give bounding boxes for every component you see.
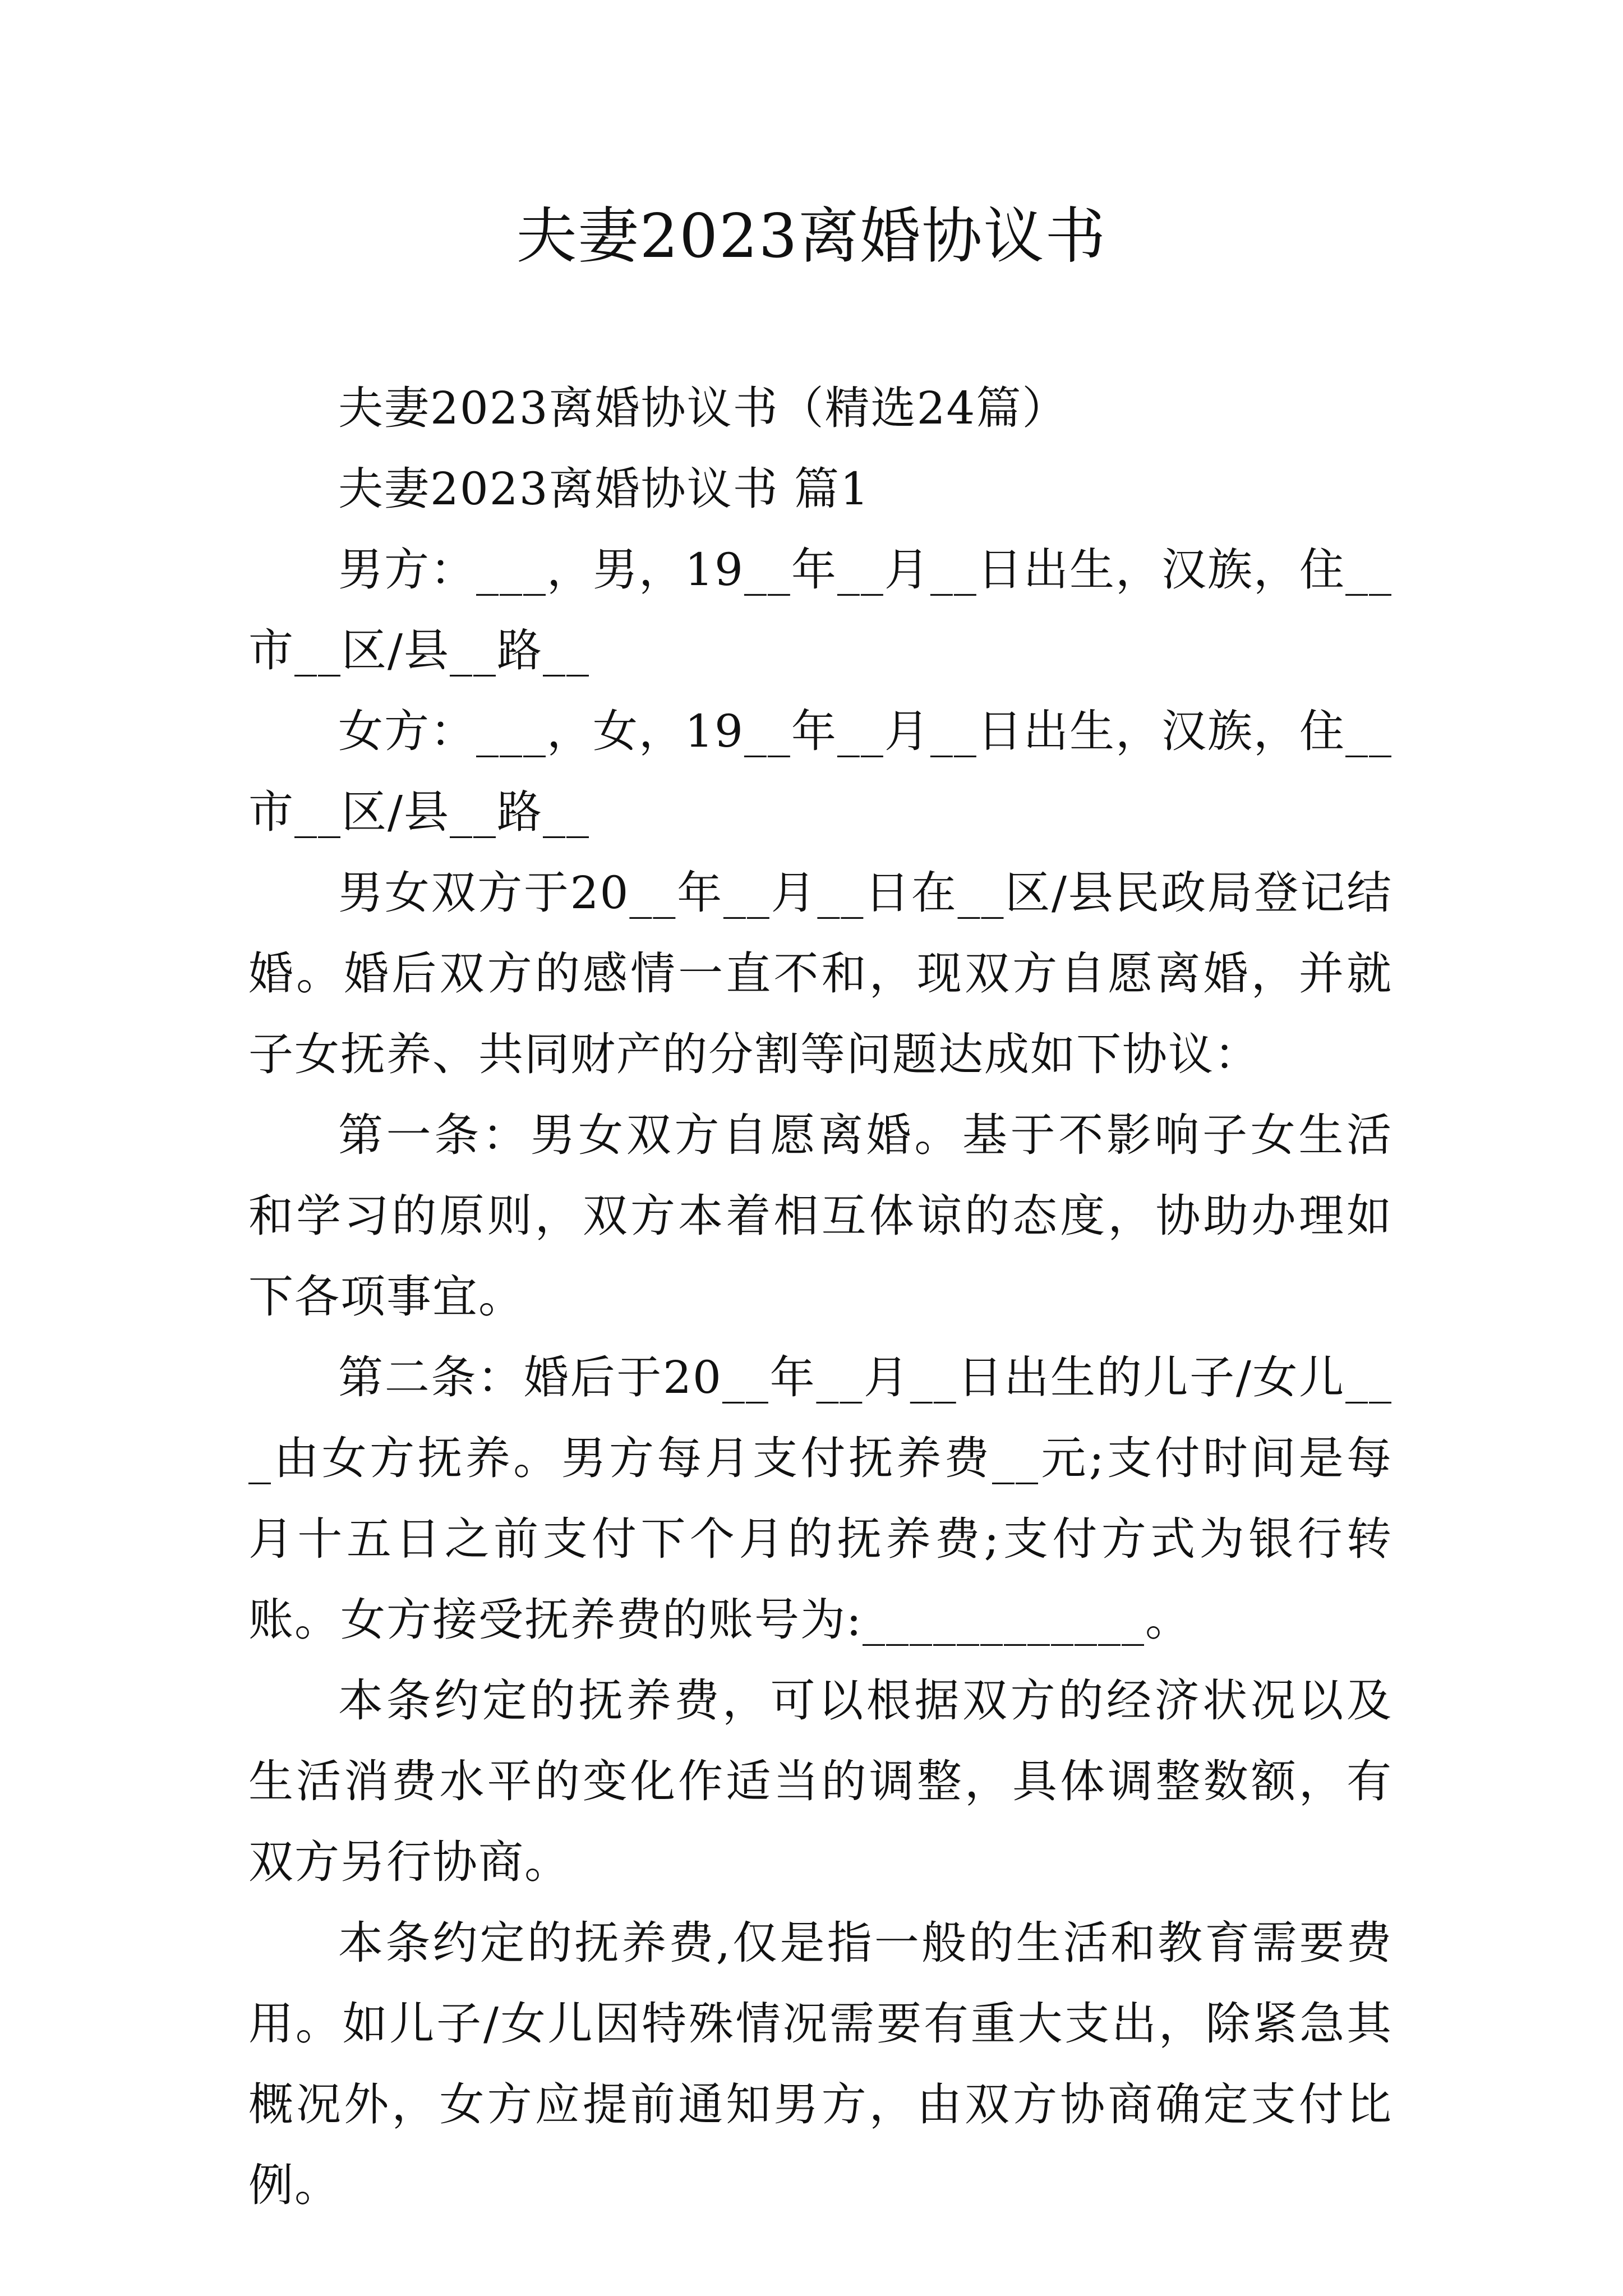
paragraph-support-adjustment: 本条约定的抚养费，可以根据双方的经济状况以及生活消费水平的变化作适当的调整，具体调整数额，有双方另行协商。 — [248, 1674, 1393, 1888]
document-title: 夫妻2023离婚协议书 — [516, 201, 1107, 272]
paragraph-article-1: 第一条：男女双方自愿离婚。基于不影响子女生活和学习的原则，双方本着相互体谅的态度，协助办理如下各项事宜。 — [248, 1109, 1393, 1323]
paragraph-article-2: 第二条：婚后于20__年__月__日出生的儿子/女儿___由女方抚养。男方每月支付抚养费__元;支付时间是每月十五日之前支付下个月的抚养费;支付方式为银行转账。女方接受抚养费的账号为:____________。 — [248, 1351, 1393, 1646]
paragraph-subtitle: 夫妻2023离婚协议书（精选24篇） — [338, 382, 1068, 434]
paragraph-marriage-info: 男女双方于20__年__月__日在__区/县民政局登记结婚。婚后双方的感情一直不和，现双方自愿离婚，并就子女抚养、共同财产的分割等问题达成如下协议： — [248, 867, 1393, 1080]
paragraph-male-party: 男方：___，男，19__年__月__日出生，汉族，住__市__区/县__路__ — [248, 544, 1393, 677]
paragraph-support-scope: 本条约定的抚养费,仅是指一般的生活和教育需要费用。如儿子/女儿因特殊情况需要有重大支出，除紧急其概况外，女方应提前通知男方，由双方协商确定支付比例。 — [248, 1917, 1393, 2211]
document-body — [248, 368, 1393, 2226]
paragraph-section-heading: 夫妻2023离婚协议书 篇1 — [338, 463, 870, 515]
paragraph-female-party: 女方：___，女，19__年__月__日出生，汉族，住__市__区/县__路__ — [248, 705, 1393, 838]
